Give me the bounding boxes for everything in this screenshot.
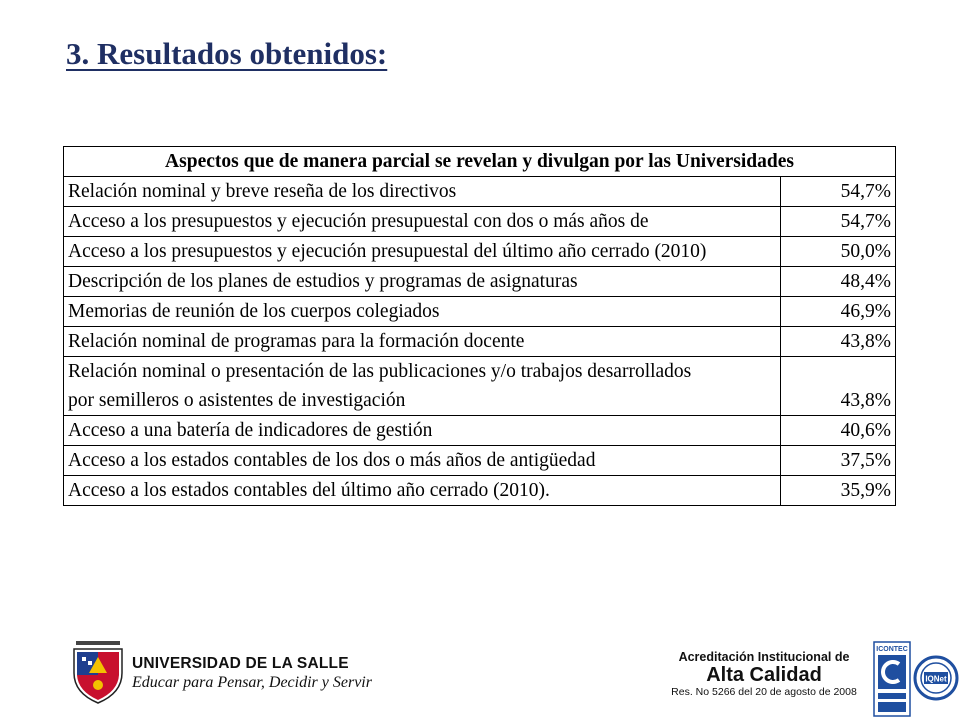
percentage-cell: 54,7% (781, 207, 896, 237)
table-row (64, 476, 896, 506)
table-header-row (64, 147, 896, 177)
university-name: UNIVERSIDAD DE LA SALLE (132, 655, 349, 672)
aspect-cell: Acceso a una batería de indicadores de gestión (64, 416, 781, 446)
university-motto: Educar para Pensar, Decidir y Servir (132, 674, 372, 691)
accreditation-line-1: Acreditación Institucional de (678, 650, 850, 664)
table-header: Aspectos que de manera parcial se revelan y divulgan por las Universidades (64, 147, 896, 177)
aspect-cell: Relación nominal y breve reseña de los directivos (64, 177, 781, 207)
aspect-cell: Descripción de los planes de estudios y programas de asignaturas (64, 267, 781, 297)
svg-text:IQNet: IQNet (925, 674, 947, 684)
table-row (64, 297, 896, 327)
certification-logos (872, 640, 960, 720)
university-branding (68, 637, 372, 705)
aspect-cell (64, 357, 781, 416)
percentage-cell: 43,8% (781, 357, 896, 416)
percentage-cell: 54,7% (781, 177, 896, 207)
percentage-cell: 50,0% (781, 237, 896, 267)
accreditation-line-2: Alta Calidad (706, 664, 822, 686)
table-row (64, 327, 896, 357)
percentage-cell: 40,6% (781, 416, 896, 446)
table-row (64, 267, 896, 297)
icontec-logo (874, 642, 910, 716)
accreditation-line-3: Res. No 5266 del 20 de agosto de 2008 (671, 686, 857, 698)
percentage-cell: 35,9% (781, 476, 896, 506)
percentage-cell: 46,9% (781, 297, 896, 327)
table-row (64, 207, 896, 237)
aspect-cell: Acceso a los estados contables del último año cerrado (2010). (64, 476, 781, 506)
table-row (64, 416, 896, 446)
aspect-line-2: por semilleros o asistentes de investigación (68, 390, 406, 411)
aspect-line-1: Relación nominal o presentación de las publicaciones y/o trabajos desarrollados (68, 361, 692, 382)
percentage-cell: 48,4% (781, 267, 896, 297)
svg-text:ICONTEC: ICONTEC (876, 646, 908, 653)
table-row (64, 357, 896, 416)
percentage-cell: 37,5% (781, 446, 896, 476)
university-crest-logo (68, 637, 128, 705)
iqnet-logo (915, 657, 957, 699)
table-row (64, 237, 896, 267)
aspect-cell: Acceso a los presupuestos y ejecución presupuestal con dos o más años de (64, 207, 781, 237)
percentage-cell: 43,8% (781, 327, 896, 357)
results-table (63, 146, 896, 506)
table-row (64, 177, 896, 207)
aspect-cell: Memorias de reunión de los cuerpos colegiados (64, 297, 781, 327)
table-row (64, 446, 896, 476)
accreditation-block (664, 650, 864, 698)
slide-title: 3. Resultados obtenidos: (66, 36, 388, 71)
aspect-cell: Relación nominal de programas para la formación docente (64, 327, 781, 357)
aspect-cell: Acceso a los presupuestos y ejecución presupuestal del último año cerrado (2010) (64, 237, 781, 267)
aspect-cell: Acceso a los estados contables de los dos o más años de antigüedad (64, 446, 781, 476)
